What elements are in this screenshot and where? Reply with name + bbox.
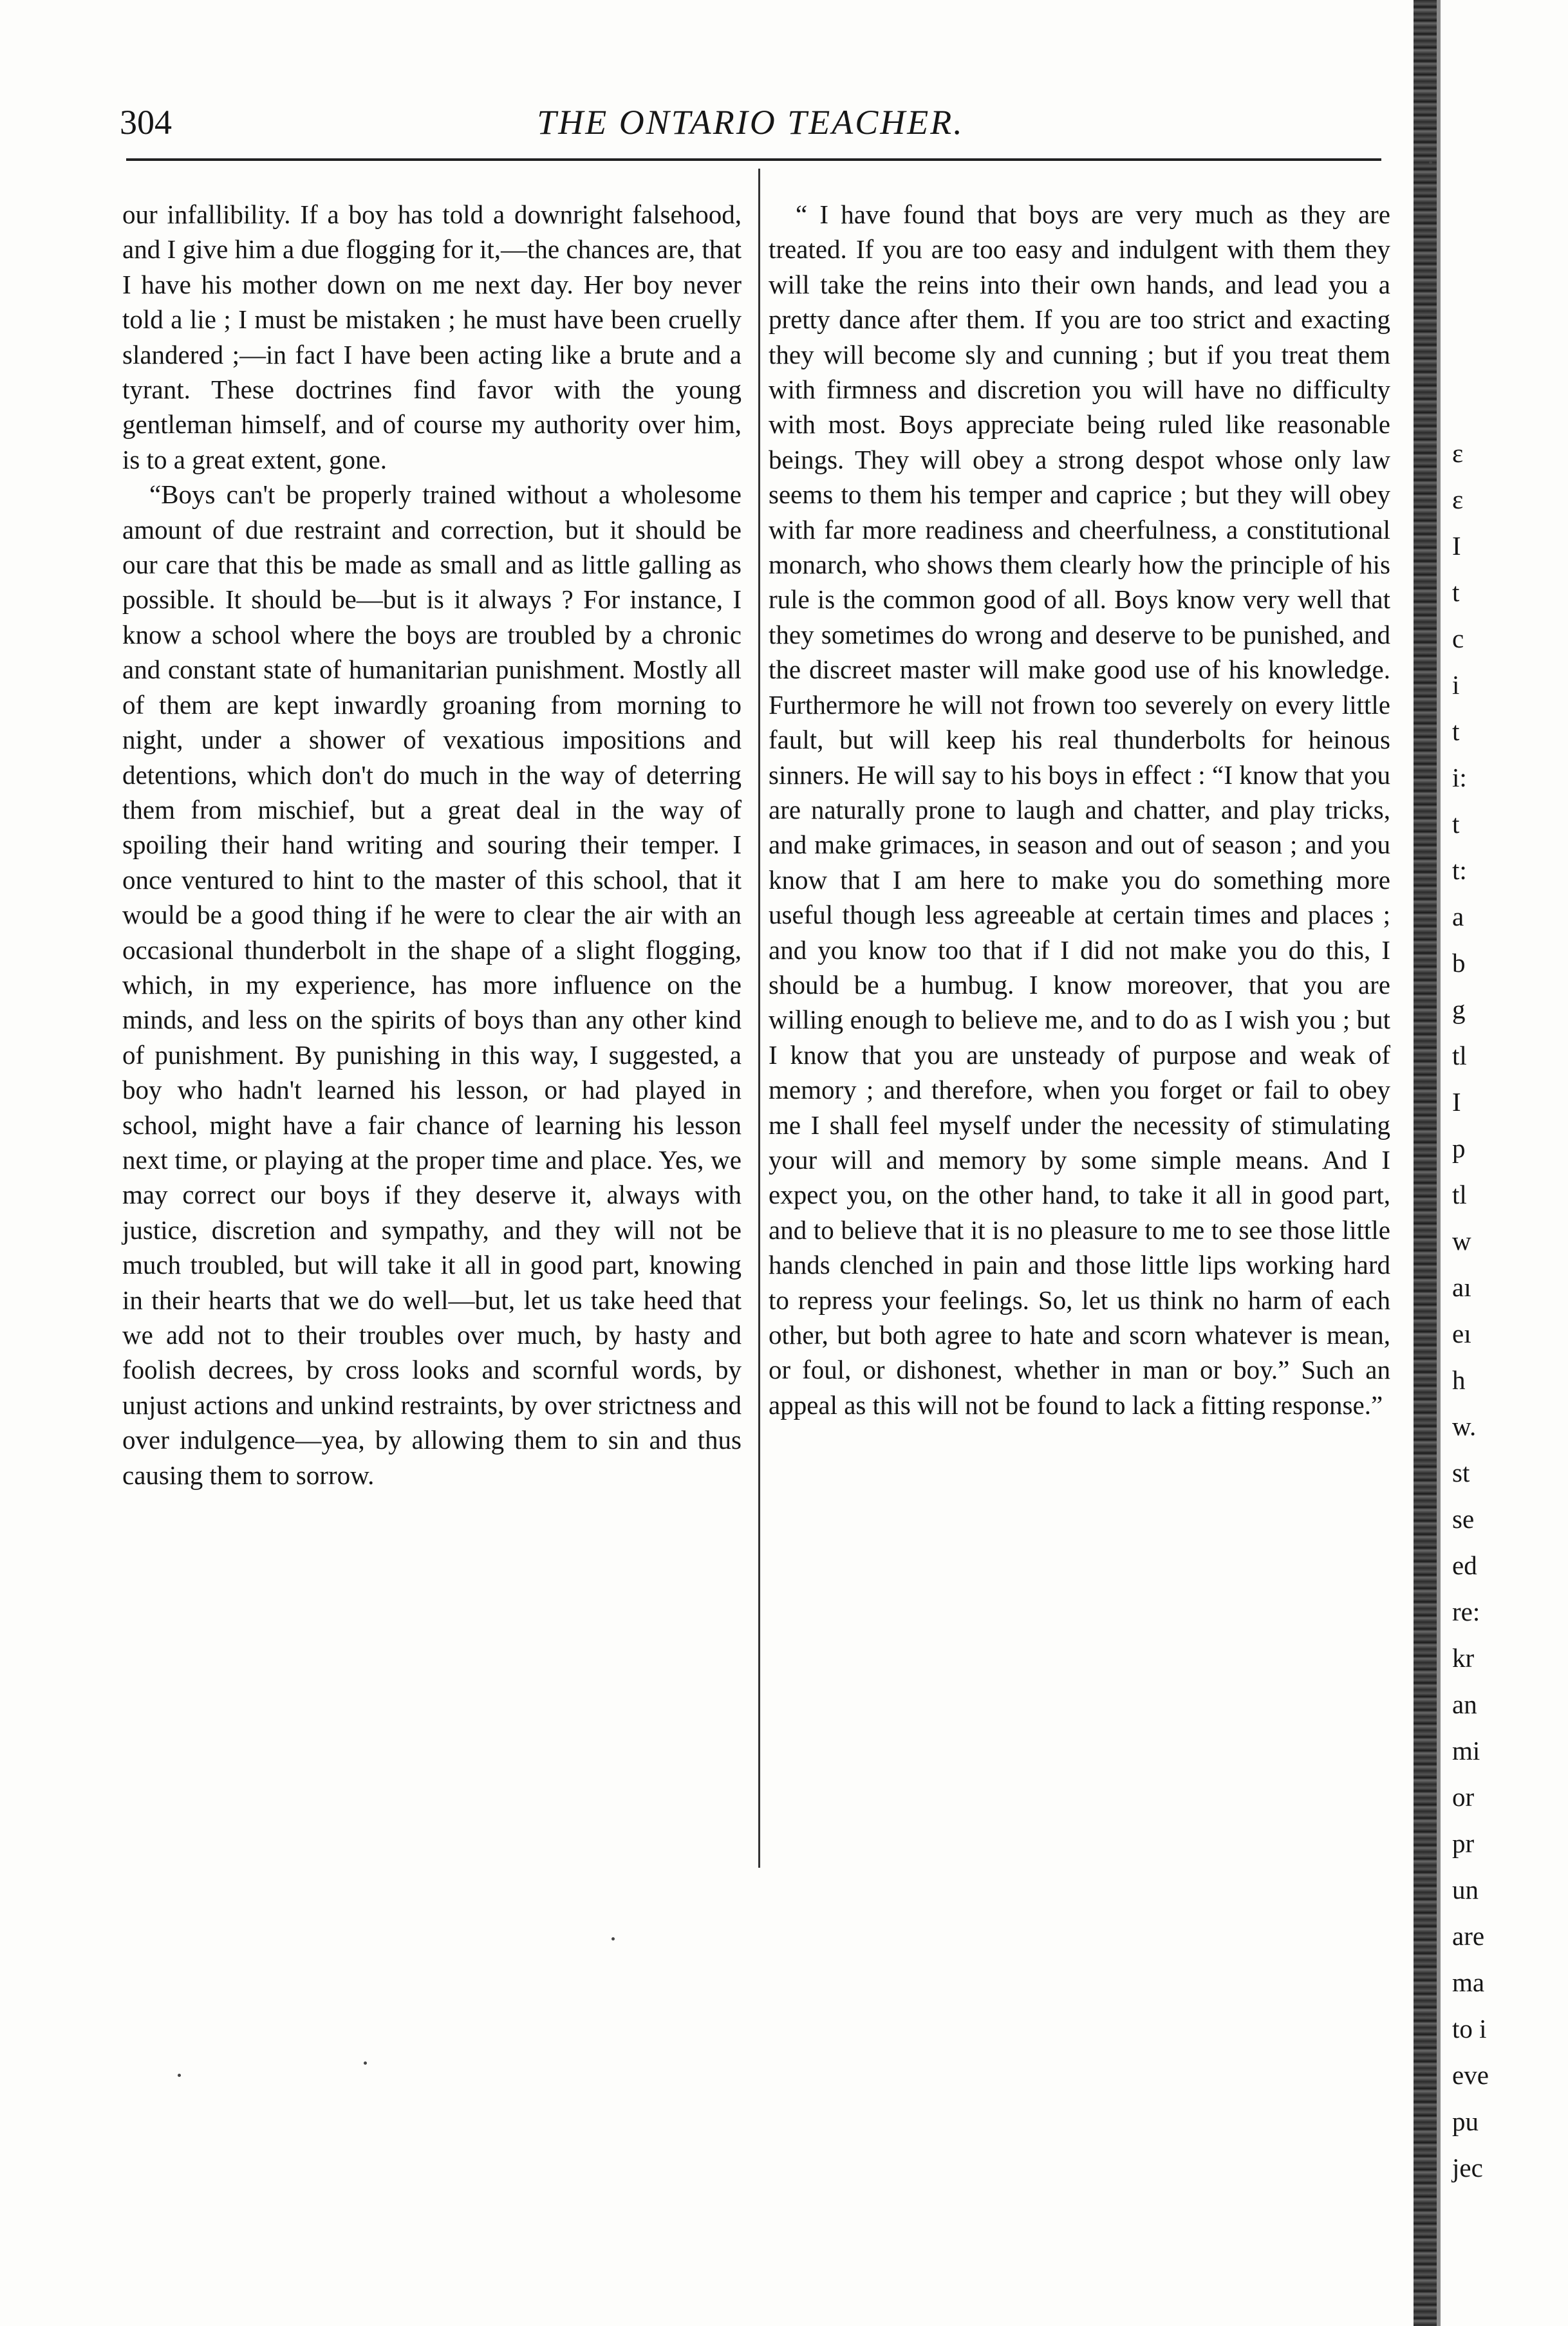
next-page-fragment: are	[1452, 1921, 1485, 1951]
next-page-fragment: t	[1452, 716, 1460, 746]
next-page-fragment: tl	[1452, 1041, 1467, 1070]
next-page-fragment: re:	[1452, 1597, 1480, 1626]
left-column	[122, 197, 742, 1493]
next-page-fragment: pu	[1452, 2107, 1479, 2136]
next-page-fragment: t	[1452, 809, 1460, 839]
next-page-fragment: jec	[1452, 2153, 1483, 2182]
speck	[1429, 161, 1432, 164]
column-divider	[758, 169, 760, 1868]
next-page-fragment: kr	[1452, 1643, 1475, 1673]
next-page-fragment: ma	[1452, 1968, 1485, 1997]
running-title: THE ONTARIO TEACHER.	[537, 103, 964, 142]
next-page-fragment: eı	[1452, 1319, 1471, 1348]
next-page-fragment: I	[1452, 531, 1461, 561]
next-page-fragment: or	[1452, 1782, 1475, 1812]
next-page-fragment: ε	[1452, 485, 1464, 514]
next-page-fragment: aı	[1452, 1272, 1471, 1302]
next-page-fragment: g	[1452, 994, 1466, 1024]
next-page-fragment: w	[1452, 1226, 1471, 1256]
next-page-edge	[1452, 438, 1568, 2304]
header-rule	[126, 158, 1381, 161]
right-column	[769, 197, 1390, 1422]
page-header	[120, 97, 1381, 148]
paragraph: our infallibility. If a boy has told a downright falsehood, and I give him a due flogging for it,—the chances are, that I have his mother down on me next day. Her boy never told a lie ; I must be mistaken ; he must have been cruelly slandered ;—in fact I have been acting like a brute and a tyrant. These doctrines find favor with the young gentleman himself, and of course my authority over him, is to a great extent, gone.	[122, 200, 742, 474]
next-page-fragment: mi	[1452, 1736, 1480, 1765]
binding-edge	[1437, 0, 1441, 2326]
next-page-fragment: t	[1452, 577, 1460, 607]
next-page-fragment: c	[1452, 624, 1464, 653]
next-page-fragment: b	[1452, 948, 1466, 978]
next-page-fragment: eve	[1452, 2060, 1489, 2090]
next-page-fragment: w.	[1452, 1411, 1477, 1441]
next-page-fragment: ε	[1452, 438, 1464, 468]
next-page-fragment: I	[1452, 1087, 1461, 1117]
next-page-fragment: se	[1452, 1504, 1475, 1534]
next-page-fragment: i:	[1452, 763, 1467, 792]
next-page-fragment: st	[1452, 1458, 1470, 1487]
page-number: 304	[120, 103, 172, 142]
speck	[611, 1937, 615, 1940]
binding-gutter	[1414, 0, 1437, 2326]
next-page-fragment: to i	[1452, 2014, 1487, 2043]
next-page-fragment: t:	[1452, 855, 1467, 885]
next-page-fragment: pr	[1452, 1828, 1475, 1858]
paragraph: “Boys can't be properly trained without a wholesome amount of due restraint and correction, but it should be our care that this be made as small and as little galling as possible. It should be—but is it always ? For instance, I know a school where the boys are troubled by a chronic and constant state of humanitarian punishment. Mostly all of them are kept inwardly groaning from morning to night, under a shower of vexatious impositions and detentions, which don't do much in the way of deterring them from mischief, but a great deal in the way of spoiling their hand writing and souring their temper. I once ventured to hint to the master of this school, that it would be a good thing if he were to clear the air with an occasional thunderbolt in the shape of a slight flogging, which, in my experience, has more influence on the minds, and less on the spirits of boys than any other kind of punishment. By punishing in this way, I suggested, a boy who hadn't learned his lesson, or had played in school, might have a fair chance of learning his lesson next time, or playing at the proper time and place. Yes, we may correct our boys if they deserve it, always with justice, discretion and sympathy, and they will not be much troubled, but will take it all in good part, knowing in their hearts that we do well—but, let us take heed that we add not to their troubles over much, by hasty and foolish decrees, by cross looks and scornful words, by unjust actions and unkind restraints, by over strictness and over indulgence—yea, by allowing them to sin and thus causing them to sorrow.	[122, 479, 742, 1490]
paragraph: “ I have found that boys are very much as they are treated. If you are too easy and indulgent with them they will take the reins into their own hands, and lead you a pretty dance after them. If you are too strict and exacting they will become sly and cunning ; but if you treat them with firmness and discretion you will have no difficulty with most. Boys appreciate being ruled like reasonable beings. They will obey a strong despot whose only law seems to them his temper and caprice ; but they will obey with far more readiness and cheerfulness, a constitutional monarch, who shows them clearly how the principle of his rule is the common good of all. Boys know very well that they sometimes do wrong and deserve to be punished, and the discreet master will make good use of his knowledge. Furthermore he will not frown too severely on every little fault, but will keep his real thunderbolts for heinous sinners. He will say to his boys in effect : “I know that you are naturally prone to laugh and chatter, and play tricks, and make grimaces, in season and out of season ; and you know that I am here to make you do something more useful though less agreeable at certain times and places ; and you know too that if I did not make you do this, I should be a humbug. I know moreover, that you are willing enough to believe me, and to do as I wish you ; but I know that you are unsteady of purpose and weak of memory ; and therefore, when you forget or fail to obey me I shall feel myself under the necessity of stimulating your will and memory by some simple means. And I expect you, on the other hand, to take it all in good part, and to believe that it is no pleasure to me to see those little hands clenched in pain and those little lips working hard to repress your feelings. So, let us think no harm of each other, but both agree to hate and scorn whatever is mean, or foul, or dishonest, whether in man or boy.” Such an appeal as this will not be found to lack a fitting response.”	[769, 200, 1390, 1420]
next-page-fragment: an	[1452, 1689, 1477, 1719]
next-page-fragment: h	[1452, 1365, 1466, 1395]
next-page-fragment: p	[1452, 1133, 1466, 1163]
next-page-fragment: i	[1452, 670, 1460, 700]
next-page-fragment: tl	[1452, 1180, 1467, 1209]
next-page-fragment: a	[1452, 902, 1464, 931]
next-page-fragment: ed	[1452, 1550, 1477, 1580]
speck	[178, 2074, 181, 2077]
next-page-fragment: un	[1452, 1875, 1479, 1904]
speck	[364, 2061, 367, 2065]
